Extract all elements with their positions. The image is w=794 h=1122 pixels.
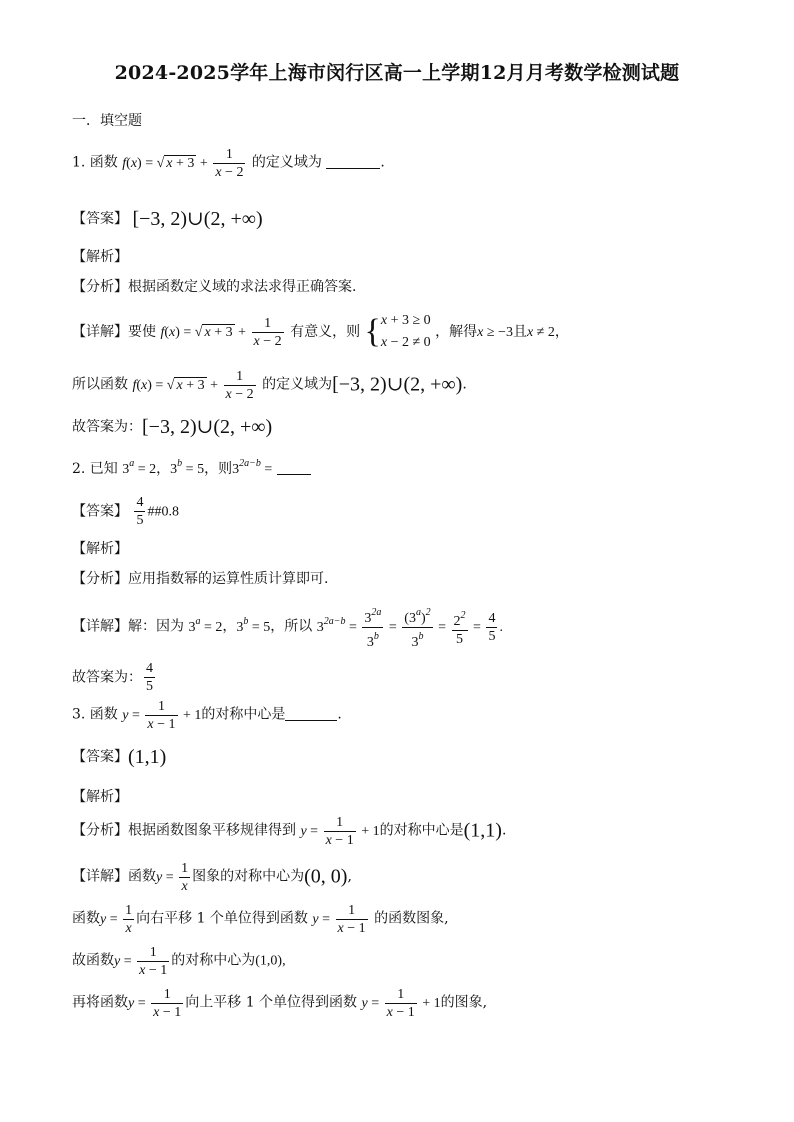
section-heading: 一．填空题 [72,113,142,129]
q3-analysis-label: 【分析】 [72,822,128,839]
q3-l2-text-c: 的函数图象, [374,910,449,927]
q2-detail-given-1: $3^a = 2$ [188,615,223,635]
q3-detail-text-b: 图象的对称中心为 [192,868,305,885]
q3-answer: (1,1) [128,746,167,768]
q2-final-fraction: $\frac{4}{5}$ [146,661,153,694]
q3-function-formula: y = $\frac{1}{x - 1}$ + 1 [122,699,202,732]
q2-detail-comma: ， [222,618,237,635]
q2-then: ，则 [204,461,233,477]
q1-analysis [72,276,356,296]
q2-answer-fraction: $\frac{4}{5}$ [136,495,144,528]
q3-l3-text-a: 故函数 [72,952,114,969]
q3-l2-formula-2: y = $\frac{1}{x - 1}$ [312,903,366,936]
q1-answer-line [72,206,263,231]
q1-condition-1: x ≥ −3 [477,325,513,340]
q1-final-label: 故答案为： [72,419,142,435]
q3-analysis: 【分析】根据函数图象平移规律得到 y = $\frac{1}{x - 1}$ + 1的对称中心是(1,1). [72,815,507,848]
q3-detail: 【详解】函数y = $\frac{1}{x}$ 图象的对称中心为(0, 0), [72,861,352,894]
q3-detail-formula: y = $\frac{1}{x}$ [156,861,189,894]
q1-detail-text-a: 要使 [128,324,156,340]
q3-detail-line3 [72,944,286,979]
question-3: 3. 函数 y = $\frac{1}{x - 1}$ + 1的对称中心是 . [72,699,342,732]
q1-line2-formula: f(x) = √ x + 3 + $\frac{1}{x - 2}$ [132,369,254,402]
q1-detail [72,310,569,354]
q3-detail-line4 [72,986,487,1021]
q3-l4-formula-2: y = $\frac{1}{x - 1}$ + 1 [361,987,441,1020]
question-2 [72,458,311,478]
q2-expression: $3^{2a-b}$ = [232,458,273,477]
q3-jiexi: 【解析】 [72,789,128,805]
q2-analysis-text: 应用指数幂的运算性质计算即可. [128,571,329,587]
q1-line2-domain: [−3, 2)∪(2, +∞) [332,373,463,396]
q3-analysis-formula: y = $\frac{1}{x - 1}$ + 1 [300,815,380,848]
q1-line2-text-b: 的定义域为 [262,376,333,393]
q3-detail-label: 【详解】 [72,868,128,885]
q3-answer-label: 【答案】 [72,749,128,765]
q3-l4-text-a: 再将函数 [72,994,128,1011]
q1-condition-2: x ≠ 2 [526,325,555,340]
q1-detail-text-b: 有意义，则 [290,324,361,340]
q1-analysis-text: 根据函数定义域的求法求得正确答案. [128,279,357,295]
q3-answer-blank [285,706,337,721]
q3-l4-formula-1: y = $\frac{1}{x - 1}$ [128,987,182,1020]
q1-condition-system: {x + 3 ≥ 0 x − 2 ≠ 0 [364,313,431,350]
q1-answer: [−3, 2)∪(2, +∞) [132,208,263,230]
q3-suffix: 的对称中心是 [201,706,286,723]
q2-detail-so: ，所以 [270,618,313,635]
q1-detail-label: 【详解】 [72,324,128,340]
q1-answer-label: 【答案】 [72,211,128,227]
q2-comma: ， [156,461,171,477]
q3-l2-formula-1: y = $\frac{1}{x}$ [100,903,133,936]
q2-analysis [72,568,328,588]
q2-detail-text-a: 解：因为 [128,618,184,635]
q1-detail-text-c: ，解得 [435,324,478,340]
q2-detail-computation: $3^{2a-b}$ = $\frac{3^{2a}}{3^b}$ = $\frac{(3^a)^2}{3^b}$ = $\frac{2^2}{5}$ = $\frac{4}{5}$ . [316,607,503,650]
q2-analysis-label: 【分析】 [72,571,128,587]
q2-detail [72,604,503,651]
q2-answer-label: 【答案】 [72,503,128,520]
q2-detail-label: 【详解】 [72,618,128,635]
q3-analysis-center: (1,1) [463,819,502,842]
q3-l2-text-a: 函数 [72,910,100,927]
q1-final [72,414,272,439]
q1-suffix: 的定义域为 [251,154,322,171]
q2-final-label: 故答案为： [72,669,142,686]
q3-answer-line [72,746,166,769]
q3-prefix: 3. 函数 [72,706,118,723]
q1-detail-line2: 所以函数 f(x) = √ x + 3 + $\frac{1}{x - 2}$ 的定义域为[−3, 2)∪(2, +∞). [72,369,467,402]
q3-l3-text-b: 的对称中心为 [171,952,256,969]
q3-l2-text-b: 向右平移 1 个单位得到函数 [136,910,308,927]
q1-detail-text-d: 且 [512,324,527,340]
q1-function-formula: f(x) = √ x + 3 + $\frac{1}{x - 2}$ [122,147,244,180]
q2-given-2: $3^b = 5$ [170,458,205,477]
q3-analysis-text-b: 的对称中心是 [379,822,464,839]
q1-line2-text-a: 所以函数 [72,376,128,393]
q3-l3-formula: y = $\frac{1}{x - 1}$ [114,945,168,978]
q1-answer-blank [326,154,380,169]
q1-detail-text-e: ， [554,324,569,340]
q1-prefix: 1. 函数 [72,154,118,171]
q3-l3-center: (1,0), [255,953,286,969]
q2-given-1: $3^a = 2$ [122,458,157,477]
q2-answer-blank [277,460,311,475]
q3-analysis-text-a: 根据函数图象平移规律得到 [128,822,296,839]
q3-detail-line2 [72,902,449,937]
q3-l4-text-b: 向上平移 1 个单位得到函数 [185,994,358,1011]
page-title: 2024-2025学年上海市闵行区高一上学期12月月考数学检测试题 [114,62,680,84]
q1-final-answer: [−3, 2)∪(2, +∞) [142,416,273,438]
q1-analysis-label: 【分析】 [72,279,128,295]
q2-answer-alt: ##0.8 [147,504,179,520]
q2-detail-given-2: $3^b = 5$ [236,615,271,635]
q2-jiexi: 【解析】 [72,541,128,557]
question-1: 1. 函数 f(x) = √ x + 3 + $\frac{1}{x - 2}$ 的定义域为 . [72,147,385,180]
q2-final [72,660,157,695]
q3-detail-text-a: 函数 [128,868,156,885]
q1-jiexi: 【解析】 [72,249,128,265]
q2-answer-line [72,494,179,529]
q3-l4-text-c: 的图象, [440,994,488,1011]
q1-detail-formula: f(x) = √ x + 3 + $\frac{1}{x - 2}$ [160,316,282,350]
q2-prefix: 2. 已知 [72,461,118,477]
q3-detail-origin: (0, 0) [304,865,348,888]
